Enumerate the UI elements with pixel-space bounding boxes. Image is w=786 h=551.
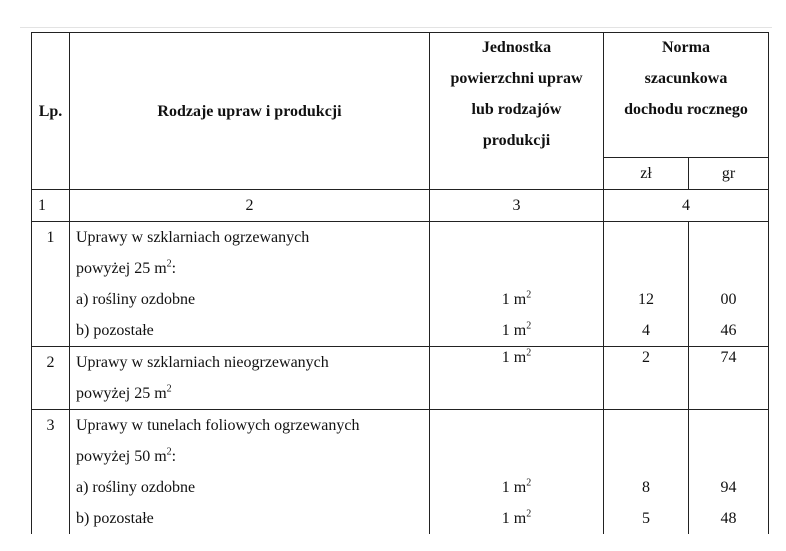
- row-zl: 12 4: [604, 222, 689, 347]
- header-crop-types: Rodzaje upraw i produkcji: [70, 33, 430, 190]
- row-lp: 2: [32, 347, 70, 410]
- income-norms-table: [31, 32, 769, 534]
- row-unit: 1 $m^2$ 1 $m^2$: [430, 222, 604, 347]
- row-description: Uprawy w szklarniach ogrzewanych powyżej 25 $m^2$: a) rośliny ozdobne b) pozostałe: [70, 222, 430, 347]
- col-number-2: 2: [70, 190, 430, 222]
- col-number-3: 3: [430, 190, 604, 222]
- column-numbering-row: [32, 190, 769, 222]
- row-gr: 94 48: [689, 410, 769, 535]
- table-row: [32, 347, 769, 410]
- header-zl: zł: [604, 158, 689, 190]
- row-lp: 1: [32, 222, 70, 347]
- row-gr: 74: [689, 347, 769, 410]
- row-unit: 1 $m^2$ 1 $m^2$: [430, 410, 604, 535]
- row-unit: 1 $m^2$: [430, 347, 604, 410]
- table-row: [32, 222, 769, 347]
- col-number-4: 4: [604, 190, 769, 222]
- table-row: [32, 410, 769, 535]
- header-gr: gr: [689, 158, 769, 190]
- table-header-row: [32, 33, 769, 158]
- row-description: Uprawy w szklarniach nieogrzewanych powyżej 25 $m^2$: [70, 347, 430, 410]
- row-zl: 8 5: [604, 410, 689, 535]
- col-number-1: 1: [32, 190, 70, 222]
- row-zl: 2: [604, 347, 689, 410]
- row-lp: 3: [32, 410, 70, 535]
- row-description: Uprawy w tunelach foliowych ogrzewanych powyżej 50 $m^2$: a) rośliny ozdobne b) pozostałe: [70, 410, 430, 535]
- row-gr: 00 46: [689, 222, 769, 347]
- header-lp: Lp.: [32, 33, 70, 190]
- header-income-norm: Norma szacunkowa dochodu rocznego: [604, 33, 769, 158]
- header-unit: Jednostka powierzchni upraw lub rodzajów produkcji: [430, 33, 604, 190]
